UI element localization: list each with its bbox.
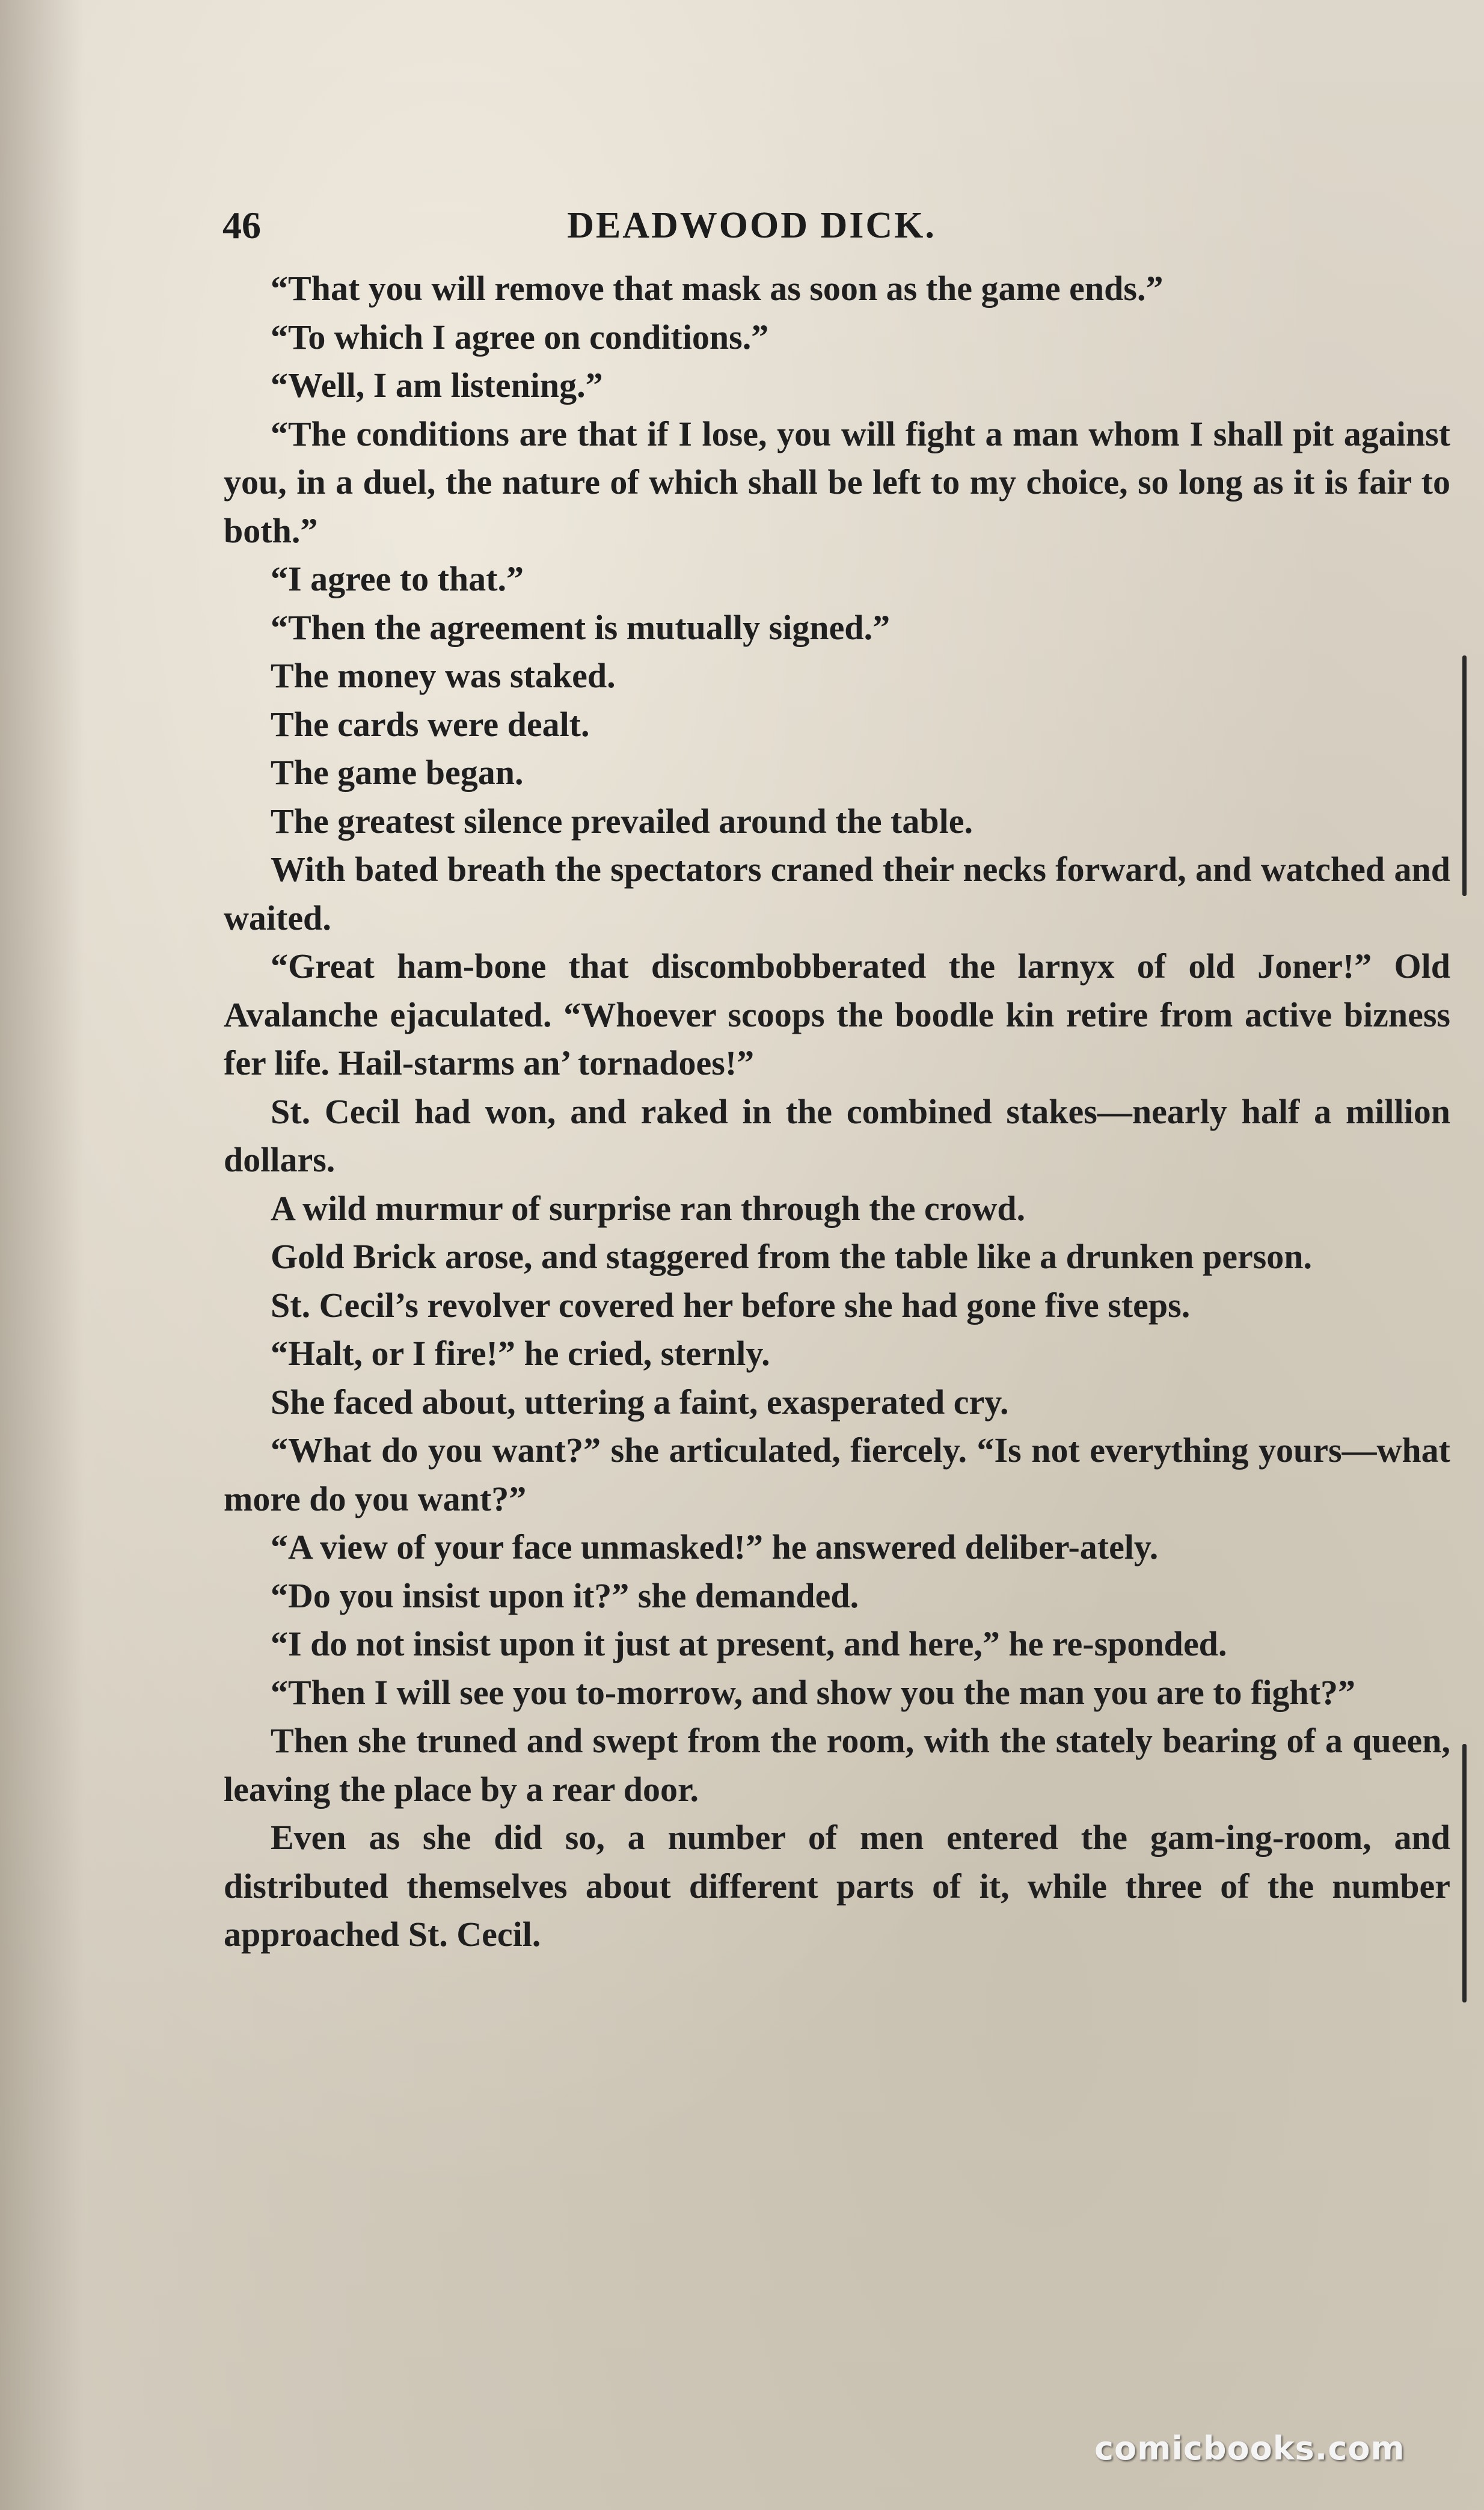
paragraph: “I do not insist upon it just at present, and here,” he re-sponded. bbox=[271, 1624, 1227, 1663]
paragraph: The cards were dealt. bbox=[271, 704, 590, 744]
page-gutter-shadow bbox=[0, 0, 84, 2510]
page-number: 46 bbox=[222, 204, 261, 247]
running-title: DEADWOOD DICK. bbox=[567, 205, 936, 246]
paragraph: “That you will remove that mask as soon as the game ends.” bbox=[271, 269, 1164, 308]
paragraph: Then she truned and swept from the room, with the stately bearing of a queen, leaving the place by a rear door. bbox=[224, 1721, 1450, 1809]
paragraph: “The conditions are that if I lose, you will fight a man whom I shall pit against you, in a duel, the nature of which shall be left to my choice, so long as it is fair to both.” bbox=[224, 414, 1450, 550]
paragraph: “To which I agree on conditions.” bbox=[271, 317, 769, 357]
paragraph: “What do you want?” she articulated, fiercely. “Is not everything yours—what more do you want?” bbox=[224, 1431, 1450, 1518]
paragraph: She faced about, uttering a faint, exasperated cry. bbox=[271, 1382, 1009, 1422]
paragraph: “I agree to that.” bbox=[271, 559, 524, 598]
paragraph: The greatest silence prevailed around the table. bbox=[271, 801, 973, 841]
paragraph: The money was staked. bbox=[271, 656, 616, 695]
page-edge-mark bbox=[1462, 655, 1467, 896]
body-text bbox=[224, 265, 1450, 1959]
watermark: comicbooks.com bbox=[1094, 2429, 1405, 2467]
paragraph: Even as she did so, a number of men entered the gam-ing-room, and distributed themselves about different parts of it, while three of the number approached St. Cecil. bbox=[224, 1818, 1450, 1954]
paragraph: “Great ham-bone that discombobberated the larnyx of old Joner!” Old Avalanche ejaculated. “Whoever scoops the boodle kin retire from active bizness fer life. Hail-starms an’ tornadoes!” bbox=[224, 947, 1450, 1082]
page-edge-mark bbox=[1462, 1744, 1467, 2002]
paragraph: “Do you insist upon it?” she demanded. bbox=[271, 1576, 859, 1615]
paragraph: St. Cecil had won, and raked in the combined stakes—nearly half a million dollars. bbox=[224, 1091, 1450, 1179]
paragraph: “Well, I am listening.” bbox=[271, 366, 603, 405]
paragraph: “Halt, or I fire!” he cried, sternly. bbox=[271, 1334, 770, 1373]
paragraph: “A view of your face unmasked!” he answered deliber-ately. bbox=[271, 1527, 1159, 1566]
paragraph: “Then I will see you to-morrow, and show you the man you are to fight?” bbox=[271, 1672, 1356, 1712]
paragraph: St. Cecil’s revolver covered her before she had gone five steps. bbox=[271, 1285, 1191, 1325]
paragraph: The game began. bbox=[271, 753, 524, 792]
paragraph: A wild murmur of surprise ran through the crowd. bbox=[271, 1188, 1026, 1228]
paragraph: “Then the agreement is mutually signed.” bbox=[271, 607, 891, 647]
paragraph: With bated breath the spectators craned their necks forward, and watched and waited. bbox=[224, 850, 1450, 937]
paragraph: Gold Brick arose, and staggered from the table like a drunken person. bbox=[271, 1237, 1313, 1276]
page-header bbox=[222, 198, 1455, 253]
